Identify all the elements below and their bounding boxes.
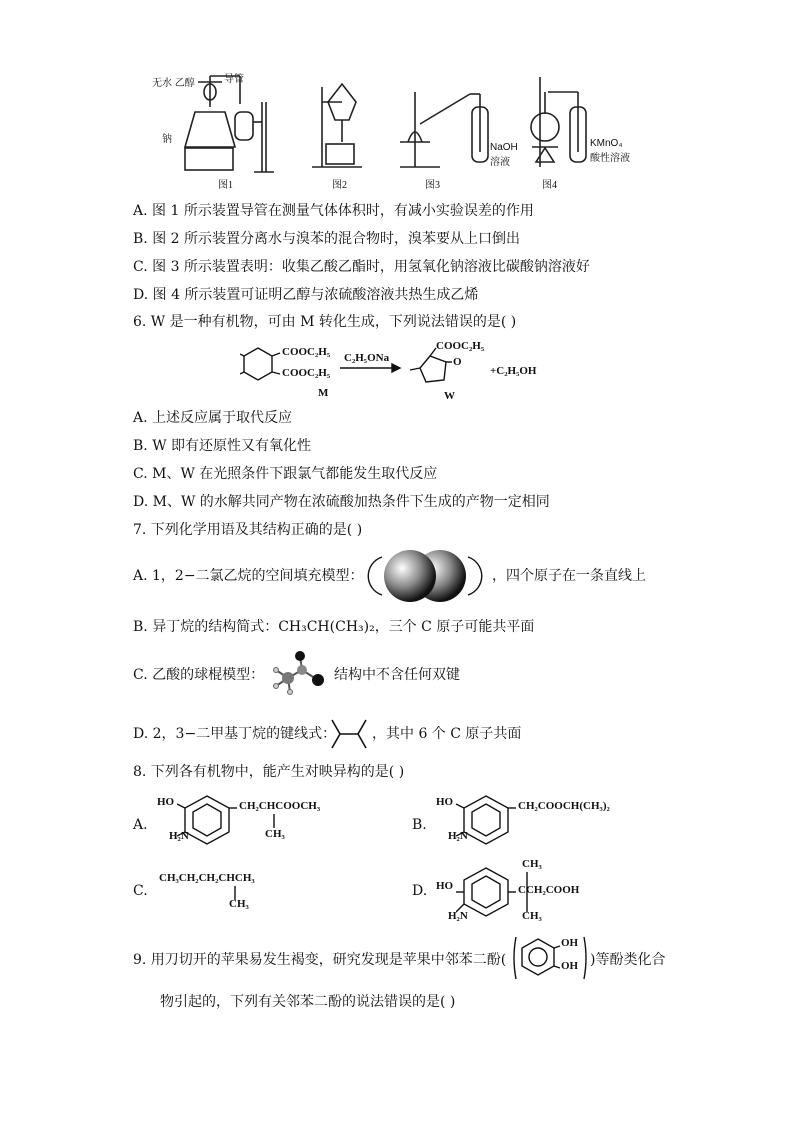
q5-option-c: C. 图 3 所示装置表明：收集乙酸乙酯时，用氢氧化钠溶液比碳酸钠溶液好 — [133, 259, 590, 275]
q8-option-a — [133, 790, 393, 860]
catechol-oh-1: OH — [561, 937, 579, 949]
catechol-structure — [512, 933, 588, 983]
q8-d-ho: HO — [436, 880, 454, 892]
m-label: M — [318, 387, 329, 399]
q8-d-chain: CCH₂COOH — [518, 884, 580, 896]
q8-c-chain: CH₃CH₂CH₂CHCH₃ — [159, 872, 255, 884]
q7-option-c-post: 结构中不含任何双键 — [334, 667, 460, 683]
q7-stem: 7. 下列化学用语及其结构正确的是( ) — [133, 522, 363, 538]
q6-stem: 6. W 是一种有机物，可由 M 转化生成，下列说法错误的是( ) — [133, 314, 517, 330]
space-filling-model — [360, 549, 490, 603]
q8-b-ho: HO — [436, 796, 454, 808]
q8-b-chain: CH₂COOCH(CH₃)₂ — [518, 800, 610, 812]
fig1-label-sodium: 钠 — [162, 134, 172, 145]
q5-option-b: B. 图 2 所示装置分离水与溴苯的混合物时，溴苯要从上口倒出 — [133, 231, 520, 247]
q7-option-d-post: ，其中 6 个 C 原子共面 — [372, 726, 522, 742]
q8-stem: 8. 下列各有机物中，能产生对映异构的是( ) — [133, 764, 405, 780]
q8-c-label: C. — [133, 883, 148, 899]
q8-option-c — [133, 866, 393, 916]
w-carbonyl-o: O — [453, 356, 462, 368]
q8-d-nh2: H₂N — [448, 910, 468, 922]
q5-option-a: A. 图 1 所示装置导管在测量气体体积时，有减小实验误差的作用 — [133, 203, 534, 219]
benzene-ring-a — [177, 792, 237, 852]
q7-option-b: B. 异丁烷的结构简式：CH₃CH(CH₃)₂，三个 C 原子可能共平面 — [133, 619, 535, 635]
q8-option-b — [412, 790, 672, 860]
q8-option-d — [412, 858, 672, 930]
q8-b-nh2: H₂N — [448, 830, 468, 842]
fig4-caption: 图4 — [542, 180, 557, 191]
reagent: C₂H₅ONa — [344, 352, 390, 364]
q8-d-top: CH₃ — [522, 858, 542, 870]
fig4-solution-label: KMnO₄ 酸性溶液 — [590, 138, 630, 164]
byproduct: +C₂H₅OH — [490, 365, 537, 377]
q8-b-label: B. — [412, 817, 427, 833]
q6-option-c: C. M、W 在光照条件下跟氯气都能发生取代反应 — [133, 466, 438, 482]
fig1-label-ethanol: 无水 乙醇 — [152, 78, 195, 89]
fig2-caption: 图2 — [332, 180, 347, 191]
q7-option-a-pre: A. 1，2−二氯乙烷的空间填充模型： — [133, 568, 364, 584]
q6-reaction-scheme — [240, 340, 560, 405]
q8-a-chain: CH₂CHCOOCH₃ — [239, 800, 321, 812]
m-group-1: COOC₂H₅ — [282, 346, 331, 358]
q6-option-b: B. W 即有还原性又有氧化性 — [133, 438, 312, 454]
q6-option-a: A. 上述反应属于取代反应 — [133, 410, 293, 426]
fig3-caption: 图3 — [425, 180, 440, 191]
q8-a-nh2: H₂N — [169, 830, 189, 842]
q7-option-a-post: ，四个原子在一条直线上 — [492, 568, 646, 584]
q7-option-c-pre: C. 乙酸的球棍模型： — [133, 667, 265, 683]
q8-a-branch: CH₃ — [265, 828, 285, 840]
fig3-solution-label: NaOH 溶液 — [490, 142, 518, 168]
q8-c-branch: CH₃ — [229, 898, 249, 910]
q8-a-ho: HO — [157, 796, 175, 808]
bond-line-structure — [330, 718, 368, 750]
m-group-2: COOC₂H₅ — [282, 367, 331, 379]
q8-d-bottom: CH₃ — [522, 910, 542, 922]
q5-option-d: D. 图 4 所示装置可证明乙醇与浓硫酸溶液共热生成乙烯 — [133, 287, 479, 303]
apparatus-drawing — [150, 72, 650, 192]
q9-stem-line2: 物引起的，下列有关邻苯二酚的说法错误的是( ) — [160, 994, 456, 1010]
q9-stem-pre: 9. 用刀切开的苹果易发生褐变，研究发现是苹果中邻苯二酚( — [133, 952, 507, 968]
q8-d-label: D. — [412, 883, 428, 899]
benzene-ring-b — [456, 792, 516, 852]
q8-a-label: A. — [133, 817, 148, 833]
w-label: W — [444, 390, 455, 402]
fig1-label-tube: 导管 — [224, 74, 244, 85]
q9-stem-post: )等酚类化合 — [590, 952, 666, 968]
q7-option-d-pre: D. 2，3−二甲基丁烷的键线式： — [133, 726, 337, 742]
fig1-caption: 图1 — [218, 180, 233, 191]
ball-and-stick-model — [266, 648, 332, 696]
w-group: COOC₂H₅ — [436, 340, 485, 352]
q6-option-d: D. M、W 的水解共同产物在浓硫酸加热条件下生成的产物一定相同 — [133, 494, 550, 510]
apparatus-figures — [150, 72, 650, 192]
catechol-oh-2: OH — [561, 960, 579, 972]
